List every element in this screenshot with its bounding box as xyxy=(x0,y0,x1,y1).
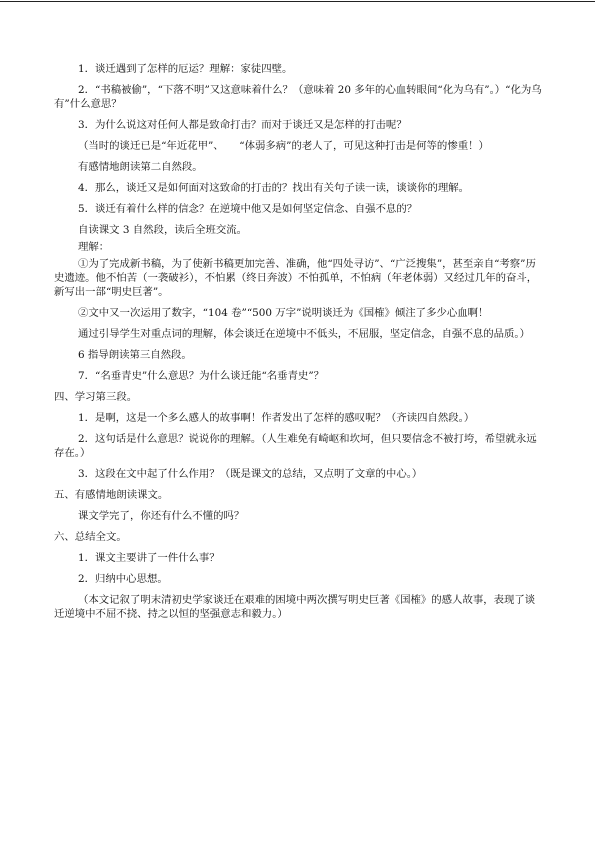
paragraph: （本文记叙了明末清初史学家谈迁在艰难的困境中两次撰写明史巨著《国榷》的感人故事，表现了谈迁逆境中不屈不挠、持之以恒的坚强意志和毅力。） xyxy=(54,594,536,620)
paragraph: 五、有感情地朗读课文。 xyxy=(54,489,169,501)
paragraph: 课文学完了，你还有什么不懂的吗？ xyxy=(78,510,245,522)
paragraph: 6 指导朗读第三自然段。 xyxy=(78,349,192,361)
top-border-line xyxy=(0,1,595,2)
paragraph: 2．“书稿被偷”，“下落不明”又这意味着什么？（意味着 20 多年的心血转眼间“化为乌有”。）“化为乌有”什么意思？ xyxy=(54,84,542,110)
paragraph: 3．这段在文中起了什么作用？（既是课文的总结，又点明了文章的中心。） xyxy=(78,468,423,480)
document-body xyxy=(54,62,542,628)
paragraph: 1．是啊，这是一个多么感人的故事啊！作者发出了怎样的感叹呢？（齐读四自然段。） xyxy=(78,412,475,424)
paragraph: ①为了完成新书稿，为了使新书稿更加完善、准确，他“四处寻访”、“广泛搜集”，甚至亲自“考察”历史遗迹。他不怕苦（一袭破衫），不怕累（终日奔波）不怕孤单，不怕病（年老体弱）又经过几年的奋斗，新写出一部“明史巨著”。 xyxy=(54,258,538,298)
paragraph: （当时的谈迁已是“年近花甲”、 “体弱多病”的老人了，可见这种打击是何等的惨重！） xyxy=(78,140,489,152)
paragraph: 通过引导学生对重点词的理解，体会谈迁在逆境中不低头，不屈服，坚定信念，自强不息的品质。） xyxy=(78,328,530,340)
paragraph: 六、总结全文。 xyxy=(54,531,127,543)
paragraph: 自读课文 3 自然段，读后全班交流。 xyxy=(78,224,248,236)
paragraph: 有感情地朗读第二自然段。 xyxy=(78,161,203,173)
paragraph: 理解： xyxy=(78,241,110,253)
paragraph: ②文中又一次运用了数字，“104 卷”“500 万字”说明谈迁为《国榷》倾注了多少心血啊！ xyxy=(78,307,489,319)
paragraph: 1．谈迁遇到了怎样的厄运？理解：家徒四壁。 xyxy=(78,63,293,75)
paragraph: 1．课文主要讲了一件什么事？ xyxy=(78,552,220,564)
paragraph: 2．这句话是什么意思？说说你的理解。（人生难免有崎岖和坎坷，但只要信念不被打垮，希望就永远存在。） xyxy=(54,433,537,459)
paragraph: 4．那么，谈迁又是如何面对这致命的打击的？找出有关句子读一读，谈谈你的理解。 xyxy=(78,182,470,194)
paragraph: 5．谈迁有着什么样的信念？在逆境中他又是如何坚定信念、自强不息的？ xyxy=(78,203,418,215)
paragraph: 2．归纳中心思想。 xyxy=(78,573,168,585)
paragraph: 四、学习第三段。 xyxy=(54,391,138,403)
paragraph: 7．“名垂青史”什么意思？为什么谈迁能“名垂青史”？ xyxy=(78,370,325,382)
paragraph: 3．为什么说这对任何人都是致命打击？而对于谈迁又是怎样的打击呢？ xyxy=(78,119,407,131)
